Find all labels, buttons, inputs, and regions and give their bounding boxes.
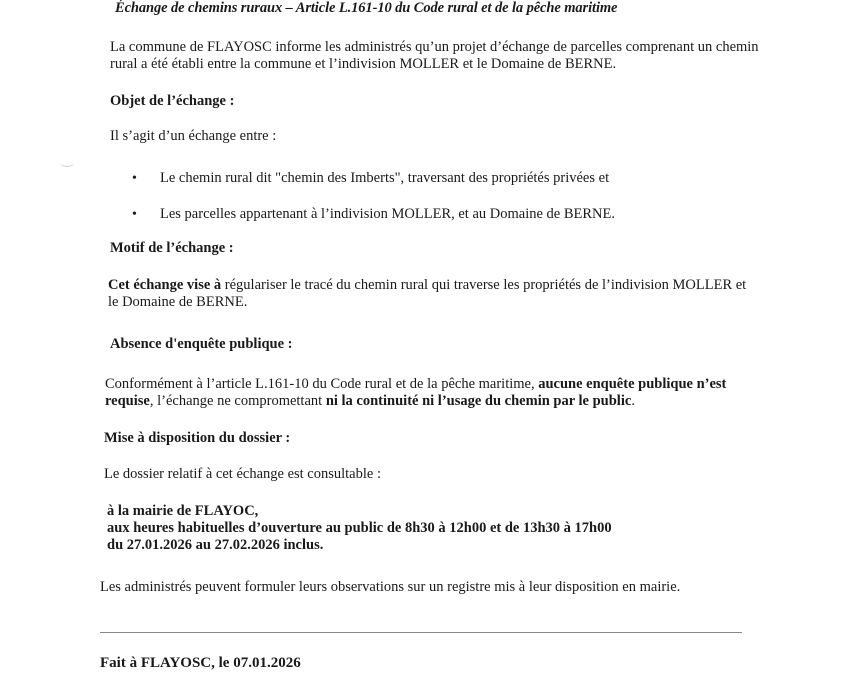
dossier-dates: du 27.01.2026 au 27.02.2026 inclus. bbox=[107, 537, 324, 553]
list-item bbox=[132, 206, 615, 223]
document-title: Échange de chemins ruraux – Article L.161-10 du Code rural et de la pêche maritime bbox=[115, 0, 618, 16]
scan-mark bbox=[60, 158, 74, 167]
dossier-lead: Le dossier relatif à cet échange est consultable : bbox=[104, 466, 381, 482]
enquete-bold-2: ni la continuité ni l’usage du chemin par le public bbox=[325, 393, 632, 409]
enquete-bold-1: aucune enquête publique n’est requise bbox=[105, 376, 727, 409]
dossier-heading: Mise à disposition du dossier : bbox=[104, 430, 291, 446]
enquete-text-1: Conformément à l’article L.161-10 du Code rural et de la pêche maritime, bbox=[105, 376, 539, 392]
motif-paragraph bbox=[108, 277, 748, 311]
objet-lead: Il s’agit d’un échange entre : bbox=[110, 128, 277, 144]
dossier-location: à la mairie de FLAYOC, bbox=[107, 503, 259, 519]
enquete-paragraph bbox=[105, 376, 755, 410]
bullet-text: Les parcelles appartenant à l’indivision MOLLER, et au Domaine de BERNE. bbox=[160, 206, 616, 222]
intro-paragraph: La commune de FLAYOSC informe les administrés qu’un projet d’échange de parcelles comprenant un chemin rural a été établi entre la commune et l’indivision MOLLER et le Domaine de BERNE. bbox=[110, 39, 759, 72]
enquete-text-2: , l’échange ne compromettant bbox=[149, 393, 326, 409]
bullet-icon: • bbox=[132, 207, 137, 222]
observations-text: Les administrés peuvent formuler leurs observations sur un registre mis à leur disposition en mairie. bbox=[100, 579, 681, 595]
motif-bold-text: Cet échange vise à bbox=[108, 277, 222, 293]
dossier-hours: aux heures habituelles d’ouverture au public de 8h30 à 12h00 et de 13h30 à 17h00 bbox=[107, 520, 612, 536]
objet-heading: Objet de l’échange : bbox=[110, 93, 235, 109]
signature-line: Fait à FLAYOSC, le 07.01.2026 bbox=[100, 655, 301, 671]
bullet-icon: • bbox=[132, 171, 137, 186]
dossier-details bbox=[107, 503, 612, 554]
list-item bbox=[132, 170, 609, 187]
motif-rest-text: régulariser le tracé du chemin rural qui traverse les propriétés de l’indivision MOLLER et le Domaine de BERNE. bbox=[108, 277, 747, 310]
bullet-text: Le chemin rural dit "chemin des Imberts", traversant des propriétés privées et bbox=[160, 170, 610, 186]
enquete-heading: Absence d'enquête publique : bbox=[110, 336, 293, 352]
motif-heading: Motif de l’échange : bbox=[110, 240, 234, 256]
divider-line bbox=[100, 632, 742, 633]
enquete-text-3: . bbox=[631, 393, 635, 409]
